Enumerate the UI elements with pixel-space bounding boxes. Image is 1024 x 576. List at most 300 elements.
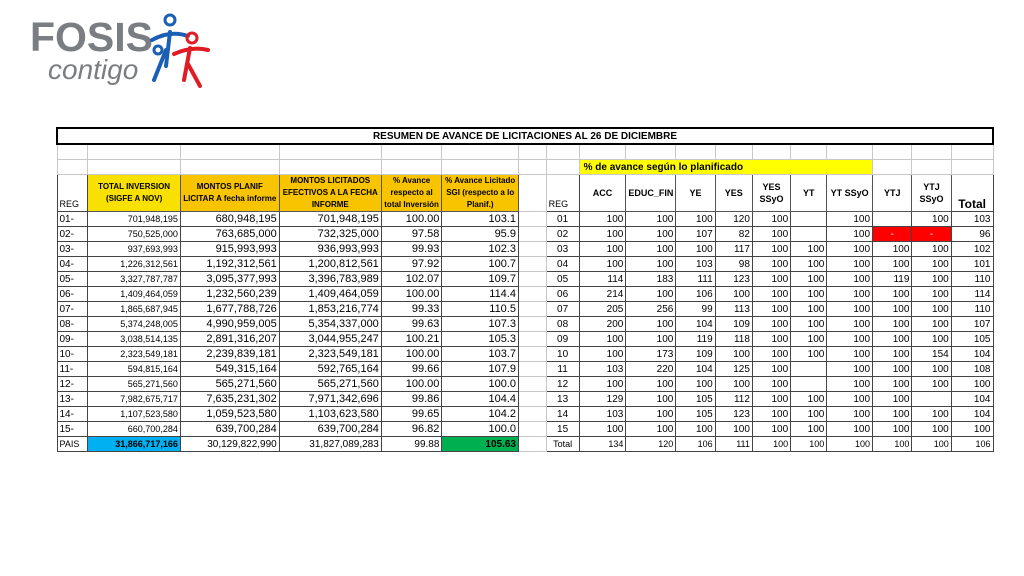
cell-value: 100 [912, 302, 951, 317]
cell-value: 154 [912, 347, 951, 362]
cell-montos-licitados: 565,271,560 [279, 377, 381, 392]
cell-value: 100 [912, 407, 951, 422]
total-label: Total [546, 437, 579, 452]
cell-value [791, 212, 827, 227]
cell-value: 100 [752, 332, 790, 347]
cell-value: 129 [579, 392, 626, 407]
cell-montos-planif: 2,239,839,181 [180, 347, 279, 362]
table-row [57, 272, 993, 287]
cell-total-inversion: 1,226,312,561 [88, 257, 181, 272]
cell-value: 256 [626, 302, 676, 317]
cell-value: 111 [676, 272, 715, 287]
cell-reg-right: 08 [546, 317, 579, 332]
cell-value: 100 [827, 332, 873, 347]
cell-total-inversion: 7,982,675,717 [88, 392, 181, 407]
cell-spacer [518, 272, 546, 287]
total-value: 111 [715, 437, 752, 452]
cell-reg-right: 04 [546, 257, 579, 272]
cell-value: 100 [626, 407, 676, 422]
cell-value: 100 [827, 212, 873, 227]
cell-montos-planif: 3,095,377,993 [180, 272, 279, 287]
cell-value: 100 [579, 347, 626, 362]
cell-value: 205 [579, 302, 626, 317]
cell-value: 100 [827, 377, 873, 392]
cell-total-inversion: 750,525,000 [88, 227, 181, 242]
cell-total: 108 [951, 362, 993, 377]
cell-value: 109 [676, 347, 715, 362]
cell-montos-licitados: 3,044,955,247 [279, 332, 381, 347]
cell-spacer [518, 362, 546, 377]
cell-reg: 11- [57, 362, 88, 377]
cell-value: 100 [626, 377, 676, 392]
pais-pct-total: 99.88 [381, 437, 442, 452]
table-row [57, 257, 993, 272]
cell-value: 100 [752, 392, 790, 407]
cell-value: 105 [676, 407, 715, 422]
cell-value: 100 [752, 257, 790, 272]
cell-pct-sgi: 107.9 [442, 362, 519, 377]
cell-reg-right: 13 [546, 392, 579, 407]
table-row [57, 422, 993, 437]
cell-value: 100 [827, 302, 873, 317]
cell-reg-right: 05 [546, 272, 579, 287]
table-row [57, 302, 993, 317]
cell-pct-total: 99.93 [381, 242, 442, 257]
cell-value: 100 [827, 287, 873, 302]
cell-montos-licitados: 936,993,993 [279, 242, 381, 257]
cell-reg-right: 12 [546, 377, 579, 392]
cell-value: 100 [912, 317, 951, 332]
cell-value: 82 [715, 227, 752, 242]
cell-value: 100 [873, 392, 912, 407]
cell-value: 123 [715, 272, 752, 287]
cell-reg-right: 15 [546, 422, 579, 437]
cell-value: 100 [626, 212, 676, 227]
cell-value: 100 [752, 302, 790, 317]
cell-reg: 02- [57, 227, 88, 242]
total-value: 106 [951, 437, 993, 452]
cell-montos-licitados: 1,200,812,561 [279, 257, 381, 272]
cell-value: 100 [912, 377, 951, 392]
cell-reg: 03- [57, 242, 88, 257]
cell-montos-planif: 639,700,284 [180, 422, 279, 437]
cell-spacer [518, 257, 546, 272]
cell-pct-sgi: 102.3 [442, 242, 519, 257]
cell-value: 100 [752, 317, 790, 332]
cell-value: 100 [912, 287, 951, 302]
cell-montos-licitados: 7,971,342,696 [279, 392, 381, 407]
cell-montos-licitados: 701,948,195 [279, 212, 381, 227]
cell-montos-planif: 680,948,195 [180, 212, 279, 227]
cell-value: 100 [676, 242, 715, 257]
cell-pct-total: 97.58 [381, 227, 442, 242]
cell-value: 100 [912, 332, 951, 347]
cell-total-inversion: 5,374,248,005 [88, 317, 181, 332]
cell-reg: 13- [57, 392, 88, 407]
logo-contigo-text: contigo [48, 54, 139, 85]
total-value: 100 [873, 437, 912, 452]
cell-value: 120 [715, 212, 752, 227]
cell-reg-right: 10 [546, 347, 579, 362]
cell-total: 100 [951, 377, 993, 392]
table-row [57, 407, 993, 422]
cell-value [912, 392, 951, 407]
cell-value: 107 [676, 227, 715, 242]
cell-value: 125 [715, 362, 752, 377]
cell-value: 100 [579, 422, 626, 437]
cell-value: 105 [676, 392, 715, 407]
cell-value: 100 [752, 362, 790, 377]
plan-banner: % de avance según lo planificado [579, 160, 872, 175]
cell-reg-right: 02 [546, 227, 579, 242]
cell-value [873, 212, 912, 227]
cell-pct-total: 100.00 [381, 212, 442, 227]
table-row [57, 392, 993, 407]
cell-montos-planif: 1,677,788,726 [180, 302, 279, 317]
cell-total: 110 [951, 272, 993, 287]
cell-total: 102 [951, 242, 993, 257]
cell-value: 118 [715, 332, 752, 347]
table-row [57, 287, 993, 302]
cell-value: 100 [752, 212, 790, 227]
cell-total: 107 [951, 317, 993, 332]
cell-value: 100 [676, 422, 715, 437]
cell-montos-planif: 2,891,316,207 [180, 332, 279, 347]
fosis-logo [30, 10, 220, 90]
cell-spacer [518, 437, 546, 452]
cell-montos-licitados: 5,354,337,000 [279, 317, 381, 332]
col-header-pct-total: % Avance respecto al total Inversión [381, 175, 442, 212]
cell-montos-planif: 549,315,164 [180, 362, 279, 377]
cell-value: 103 [676, 257, 715, 272]
cell-total: 103 [951, 212, 993, 227]
cell-spacer [518, 317, 546, 332]
cell-montos-planif: 915,993,993 [180, 242, 279, 257]
cell-spacer [518, 227, 546, 242]
cell-total: 104 [951, 392, 993, 407]
cell-pct-sgi: 105.3 [442, 332, 519, 347]
cell-montos-planif: 1,059,523,580 [180, 407, 279, 422]
cell-pct-total: 100.00 [381, 377, 442, 392]
cell-reg-right: 09 [546, 332, 579, 347]
cell-spacer [518, 422, 546, 437]
col-header-total: Total [951, 175, 993, 212]
cell-value: 100 [791, 272, 827, 287]
cell-value: 100 [676, 377, 715, 392]
cell-value: 100 [715, 287, 752, 302]
col-header-montos-planif: MONTOS PLANIF LICITAR A fecha informe [180, 175, 279, 212]
cell-value: 100 [791, 242, 827, 257]
total-value: 100 [752, 437, 790, 452]
cell-value: - [912, 227, 951, 242]
cell-pct-sgi: 104.2 [442, 407, 519, 422]
cell-montos-licitados: 1,409,464,059 [279, 287, 381, 302]
cell-pct-sgi: 107.3 [442, 317, 519, 332]
cell-value: 100 [791, 392, 827, 407]
cell-montos-licitados: 639,700,284 [279, 422, 381, 437]
cell-total: 101 [951, 257, 993, 272]
cell-reg: 08- [57, 317, 88, 332]
logo-people-icon [144, 10, 214, 90]
cell-pct-total: 97.92 [381, 257, 442, 272]
cell-value: 100 [873, 257, 912, 272]
cell-pct-total: 100.21 [381, 332, 442, 347]
cell-spacer [518, 347, 546, 362]
cell-value: 100 [626, 422, 676, 437]
cell-value: 114 [579, 272, 626, 287]
cell-value: 104 [676, 317, 715, 332]
cell-spacer [518, 332, 546, 347]
cell-value: 100 [873, 362, 912, 377]
cell-value: 100 [579, 332, 626, 347]
logo-fosis-text: FOSIS [30, 14, 154, 60]
cell-pct-sgi: 104.4 [442, 392, 519, 407]
cell-spacer [518, 302, 546, 317]
cell-value: 100 [827, 362, 873, 377]
col-header-ye: YE [676, 175, 715, 212]
cell-value: 106 [676, 287, 715, 302]
cell-pct-sgi: 110.5 [442, 302, 519, 317]
pais-label: PAIS [57, 437, 88, 452]
cell-value: 113 [715, 302, 752, 317]
cell-value: 100 [827, 392, 873, 407]
cell-pct-total: 99.66 [381, 362, 442, 377]
cell-reg-right: 03 [546, 242, 579, 257]
cell-pct-total: 99.33 [381, 302, 442, 317]
cell-montos-licitados: 732,325,000 [279, 227, 381, 242]
cell-total-inversion: 3,038,514,135 [88, 332, 181, 347]
table-row [57, 212, 993, 227]
cell-pct-sgi: 95.9 [442, 227, 519, 242]
table-row [57, 332, 993, 347]
cell-value: 173 [626, 347, 676, 362]
cell-value: 100 [873, 317, 912, 332]
cell-total: 105 [951, 332, 993, 347]
cell-value: 100 [626, 392, 676, 407]
cell-value: 100 [715, 377, 752, 392]
cell-value: 100 [626, 227, 676, 242]
cell-pct-total: 99.65 [381, 407, 442, 422]
cell-montos-planif: 1,232,560,239 [180, 287, 279, 302]
col-header-reg-right: REG [546, 175, 579, 212]
cell-total-inversion: 1,107,523,580 [88, 407, 181, 422]
cell-value: 100 [676, 212, 715, 227]
cell-value: 100 [791, 257, 827, 272]
cell-value: 100 [873, 332, 912, 347]
cell-value: 100 [752, 377, 790, 392]
cell-montos-licitados: 3,396,783,989 [279, 272, 381, 287]
table-body [57, 128, 993, 452]
cell-value: 100 [791, 332, 827, 347]
cell-value: 100 [791, 302, 827, 317]
cell-pct-sgi: 100.0 [442, 422, 519, 437]
cell-value: 100 [791, 287, 827, 302]
cell-reg-right: 01 [546, 212, 579, 227]
cell-value: 100 [626, 242, 676, 257]
cell-spacer [518, 287, 546, 302]
cell-value: 100 [715, 347, 752, 362]
cell-reg: 04- [57, 257, 88, 272]
cell-value: 183 [626, 272, 676, 287]
cell-value: 100 [752, 227, 790, 242]
cell-reg: 14- [57, 407, 88, 422]
cell-value: 100 [827, 407, 873, 422]
table-title: RESUMEN DE AVANCE DE LICITACIONES AL 26 DE DICIEMBRE [57, 128, 993, 144]
cell-spacer [518, 407, 546, 422]
cell-value: 100 [873, 407, 912, 422]
cell-reg: 05- [57, 272, 88, 287]
total-value: 100 [791, 437, 827, 452]
cell-value: 100 [827, 347, 873, 362]
cell-montos-licitados: 592,765,164 [279, 362, 381, 377]
cell-value: 100 [791, 422, 827, 437]
cell-value: 109 [715, 317, 752, 332]
cell-value: 103 [579, 407, 626, 422]
cell-reg: 07- [57, 302, 88, 317]
pais-total-inversion: 31,866,717,166 [88, 437, 181, 452]
cell-value: 103 [579, 362, 626, 377]
col-header-ytj-ssyo: YTJ SSyO [912, 175, 951, 212]
cell-montos-planif: 763,685,000 [180, 227, 279, 242]
cell-total: 114 [951, 287, 993, 302]
cell-reg-right: 07 [546, 302, 579, 317]
cell-value: 119 [873, 272, 912, 287]
cell-reg: 09- [57, 332, 88, 347]
cell-reg-right: 06 [546, 287, 579, 302]
cell-value: 100 [626, 257, 676, 272]
cell-value: 100 [912, 362, 951, 377]
cell-value: 100 [752, 407, 790, 422]
cell-total: 104 [951, 347, 993, 362]
cell-pct-sgi: 109.7 [442, 272, 519, 287]
cell-total-inversion: 2,323,549,181 [88, 347, 181, 362]
cell-value: 117 [715, 242, 752, 257]
cell-spacer [518, 212, 546, 227]
cell-value: 100 [827, 272, 873, 287]
cell-value: 100 [579, 212, 626, 227]
cell-total-inversion: 594,815,164 [88, 362, 181, 377]
cell-value: 104 [676, 362, 715, 377]
cell-montos-planif: 565,271,560 [180, 377, 279, 392]
cell-total-inversion: 701,948,195 [88, 212, 181, 227]
cell-value: 100 [715, 422, 752, 437]
cell-reg-right: 11 [546, 362, 579, 377]
cell-value: 100 [873, 377, 912, 392]
col-header-educ-fin: EDUC_FIN [626, 175, 676, 212]
cell-value [791, 227, 827, 242]
cell-value: 99 [676, 302, 715, 317]
cell-value [791, 362, 827, 377]
cell-value: 100 [912, 422, 951, 437]
cell-value: 100 [827, 242, 873, 257]
cell-value: 100 [912, 272, 951, 287]
cell-total-inversion: 1,865,687,945 [88, 302, 181, 317]
total-value: 100 [827, 437, 873, 452]
cell-pct-total: 102.07 [381, 272, 442, 287]
table-row [57, 242, 993, 257]
cell-total-inversion: 3,327,787,787 [88, 272, 181, 287]
cell-pct-total: 96.82 [381, 422, 442, 437]
cell-value: 98 [715, 257, 752, 272]
cell-reg: 12- [57, 377, 88, 392]
cell-pct-total: 99.63 [381, 317, 442, 332]
cell-value: 100 [873, 242, 912, 257]
cell-pct-sgi: 100.7 [442, 257, 519, 272]
cell-value: 100 [626, 287, 676, 302]
cell-pct-sgi: 103.1 [442, 212, 519, 227]
cell-montos-planif: 1,192,312,561 [180, 257, 279, 272]
pais-pct-sgi: 105.63 [442, 437, 519, 452]
cell-value: 100 [791, 407, 827, 422]
cell-montos-licitados: 1,853,216,774 [279, 302, 381, 317]
cell-montos-planif: 7,635,231,302 [180, 392, 279, 407]
table-row [57, 317, 993, 332]
cell-reg: 06- [57, 287, 88, 302]
col-header-montos-licitados: MONTOS LICITADOS EFECTIVOS A LA FECHA INFORME [279, 175, 381, 212]
cell-value: 100 [873, 347, 912, 362]
table-row [57, 377, 993, 392]
cell-value: 100 [791, 347, 827, 362]
col-header-ytj: YTJ [873, 175, 912, 212]
cell-value: 100 [579, 227, 626, 242]
total-value: 100 [912, 437, 951, 452]
cell-value: 100 [827, 422, 873, 437]
cell-pct-total: 99.86 [381, 392, 442, 407]
cell-value: 220 [626, 362, 676, 377]
cell-total: 104 [951, 407, 993, 422]
cell-montos-licitados: 1,103,623,580 [279, 407, 381, 422]
cell-spacer [518, 392, 546, 407]
cell-montos-planif: 4,990,959,005 [180, 317, 279, 332]
cell-value: 100 [827, 317, 873, 332]
cell-pct-total: 100.00 [381, 287, 442, 302]
col-header-pct-sgi: % Avance Licitado SGI (respecto a lo Planif.) [442, 175, 519, 212]
col-header-yes-ssyo: YES SSyO [752, 175, 790, 212]
table-row [57, 362, 993, 377]
cell-reg: 01- [57, 212, 88, 227]
cell-total-inversion: 565,271,560 [88, 377, 181, 392]
total-value: 120 [626, 437, 676, 452]
cell-spacer [518, 242, 546, 257]
total-value: 134 [579, 437, 626, 452]
cell-value: 100 [912, 242, 951, 257]
cell-value: - [873, 227, 912, 242]
cell-value: 100 [579, 242, 626, 257]
cell-value: 100 [791, 317, 827, 332]
cell-pct-sgi: 103.7 [442, 347, 519, 362]
cell-value: 112 [715, 392, 752, 407]
pais-montos-licitados: 31,827,089,283 [279, 437, 381, 452]
cell-value: 100 [827, 257, 873, 272]
col-header-yt: YT [791, 175, 827, 212]
cell-total: 100 [951, 422, 993, 437]
table-row [57, 347, 993, 362]
cell-value: 100 [626, 317, 676, 332]
col-header-total-inversion: TOTAL INVERSION (SIGFE A NOV) [88, 175, 181, 212]
cell-value: 100 [912, 212, 951, 227]
col-header-yt-ssyo: YT SSyO [827, 175, 873, 212]
cell-reg: 10- [57, 347, 88, 362]
cell-spacer [518, 377, 546, 392]
cell-total-inversion: 937,693,993 [88, 242, 181, 257]
cell-value: 100 [873, 302, 912, 317]
pais-montos-planif: 30,129,822,990 [180, 437, 279, 452]
cell-value: 100 [912, 257, 951, 272]
cell-value: 100 [626, 332, 676, 347]
cell-value: 100 [873, 422, 912, 437]
cell-pct-total: 100.00 [381, 347, 442, 362]
col-header-reg-left: REG [57, 175, 88, 212]
